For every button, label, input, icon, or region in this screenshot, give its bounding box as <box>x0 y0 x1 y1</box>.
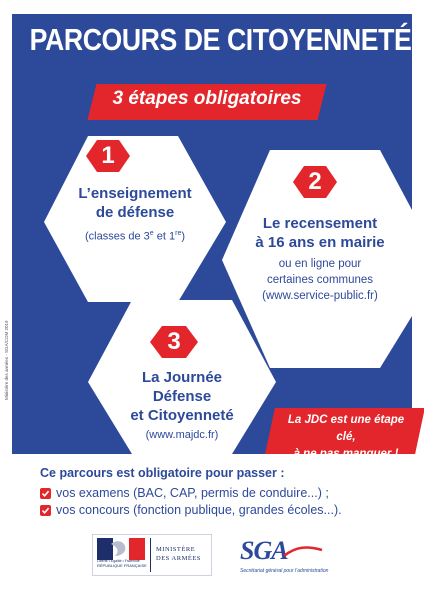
logo-divider <box>150 538 151 572</box>
sga-subtitle: Secrétariat général pour l’administration <box>240 568 329 574</box>
step-2-title <box>230 214 410 252</box>
badge-1 <box>86 140 130 172</box>
step-1-title-line-1: L’enseignement <box>78 185 192 202</box>
badge-2-number: 2 <box>308 168 322 195</box>
checkbox-icon <box>40 505 51 516</box>
subtitle: 3 étapes obligatoires <box>112 88 302 109</box>
step-3-title <box>92 368 272 425</box>
side-credit: Ministère des armées - SGA/COM 2019 <box>4 320 9 400</box>
republic-motto: Liberté • Égalité • Fraternité <box>97 559 140 563</box>
step-1-note: (classes de 3e et 1re) <box>84 230 186 243</box>
step-3-note: (www.majdc.fr) <box>145 429 219 441</box>
step-2-note-line-2: certaines communes <box>266 274 374 286</box>
jdc-callout-line-1: La JDC est une étape clé, <box>287 414 405 443</box>
badge-2 <box>293 166 337 198</box>
step-3-title-line-2: Défense <box>152 388 212 405</box>
step-2-title-line-1: Le recensement <box>262 215 378 232</box>
step-2-title-line-2: à 16 ans en mairie <box>255 234 385 251</box>
step-1-title-line-2: de défense <box>95 204 175 221</box>
step-2-note-line-1: ou en ligne pour <box>278 258 362 270</box>
obligation-item <box>40 503 342 517</box>
badge-3-number: 3 <box>167 328 181 355</box>
step-2-note-line-3: (www.service-public.fr) <box>262 290 378 302</box>
badge-3 <box>150 326 198 358</box>
marianne-logo-icon <box>97 538 145 560</box>
jdc-callout-line-2: à ne pas manquer ! <box>293 448 399 460</box>
sga-logo: SGA <box>240 536 288 565</box>
checkbox-icon <box>40 488 51 499</box>
obligations-intro: Ce parcours est obligatoire pour passer : <box>40 466 285 480</box>
ministry-name <box>156 545 212 563</box>
obligation-item <box>40 486 329 500</box>
ministry-line-2: DES ARMÉES <box>156 555 201 562</box>
step-2-note <box>230 256 410 304</box>
obligation-item-text: vos concours (fonction publique, grandes écoles...). <box>56 503 342 517</box>
step-1-title <box>40 184 230 222</box>
sga-swoosh-icon <box>282 546 324 560</box>
obligation-item-text: vos examens (BAC, CAP, permis de conduire...) ; <box>56 486 329 500</box>
jdc-callout-text <box>278 412 414 463</box>
step-3-title-line-1: La Journée <box>141 369 223 386</box>
badge-1-number: 1 <box>101 142 115 169</box>
republic-name: RÉPUBLIQUE FRANÇAISE <box>97 563 147 568</box>
page-title: PARCOURS DE CITOYENNETÉ <box>29 22 412 57</box>
step-3-title-line-3: et Citoyenneté <box>130 407 234 424</box>
ministry-line-1: MINISTÈRE <box>156 546 196 553</box>
